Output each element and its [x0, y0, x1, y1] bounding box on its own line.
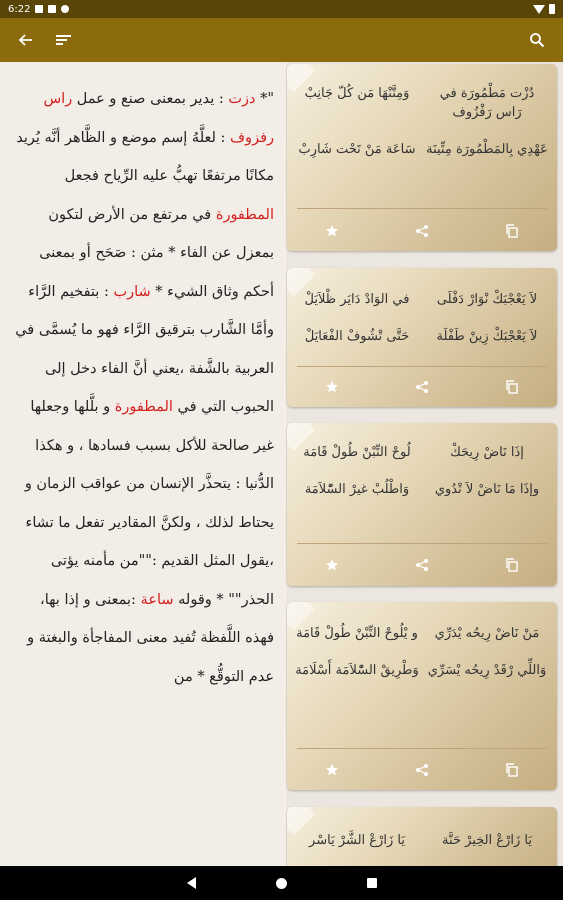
highlight-word: شارب: [113, 283, 151, 300]
verse-line: حَتَّى تْشُوفْ الفْعَايَلْ: [304, 329, 410, 344]
card-verses: [287, 268, 557, 346]
share-button[interactable]: [406, 371, 438, 403]
nav-home-button[interactable]: [276, 878, 287, 889]
share-icon: [415, 763, 429, 777]
explanation-text-part: "*: [255, 91, 274, 107]
card-actions: [287, 367, 557, 407]
share-button[interactable]: [406, 549, 438, 581]
card-actions: [287, 750, 557, 790]
card-actions: [287, 545, 557, 585]
verse-line: وَطْرِيقْ السّْلاَمَة أَسْلَامَة: [295, 663, 419, 678]
card-divider: [297, 543, 547, 544]
arrow-left-icon: [18, 32, 34, 48]
card-verses: [287, 423, 557, 499]
copy-button[interactable]: [496, 754, 528, 786]
wifi-icon: [533, 5, 545, 14]
favorite-button[interactable]: [316, 215, 348, 247]
explanation-text-part: : لعلَّهُ إسم موضع و الظَّاهر أنَّه يُريد مكانًا مرتفعًا تهبُّ عليه الرِّياح فجعل: [16, 129, 274, 184]
verse-line: لاَ يَعْجْبَكْ نْوَارْ دَفْلَى: [436, 292, 538, 307]
card-verses: [287, 602, 557, 680]
status-bar: [0, 0, 563, 18]
share-button[interactable]: [406, 215, 438, 247]
copy-button[interactable]: [496, 215, 528, 247]
star-icon: [325, 763, 339, 777]
poem-card[interactable]: [287, 602, 557, 790]
star-icon: [325, 558, 339, 572]
share-icon: [415, 380, 429, 394]
copy-icon: [505, 763, 519, 777]
verse-line: في الوَادْ دَايَر ظْلاَيَلْ: [304, 292, 410, 307]
copy-icon: [505, 558, 519, 572]
verse-line: وَاطْلُبْ غيرْ السّْلاَمَة: [304, 482, 410, 497]
explanation-panel[interactable]: [0, 62, 284, 866]
verse-line: يَا زَارْعْ الشَّرْ يَاسْر: [309, 833, 405, 848]
card-divider: [297, 208, 547, 209]
verse-line: و يْلُوحْ التِّبْنْ طُولْ قَامَة: [296, 626, 418, 641]
sort-button[interactable]: [50, 26, 78, 54]
favorite-button[interactable]: [316, 371, 348, 403]
poem-card[interactable]: [287, 268, 557, 407]
verse-line: دُزْت مَطْمُورَة في رَاس رَفْزُوف: [439, 86, 535, 120]
verse-line: لاَ يَعْجْبَكْ زِينْ طَفْلَة: [436, 329, 538, 344]
verse-line: لُوحْ التِّبْنْ طُولْ قَامَة: [303, 445, 411, 460]
sort-lines-icon: [55, 33, 73, 47]
nav-recents-button[interactable]: [367, 878, 377, 888]
back-button[interactable]: [12, 26, 40, 54]
verse-line: مَنْ نَاضْ رِيحُه يْدَرِّي: [434, 626, 540, 641]
notification-icon: [35, 5, 43, 13]
highlight-word: المطفورة: [114, 399, 173, 415]
sd-card-icon: [48, 5, 56, 13]
explanation-text-part: و بلَّلها وجعلها غير صالحة للأكل بسبب فسادها ، و هكذا الدُّنيا : يتحذَّر الإنسان من عواقب الزمان و يحتاط لذلك ، ولكنَّ المقادير تفعل ما تشاء ،يقول المثل القديم :""من مأمنه يؤتى الحذر"" * وقوله: [24, 399, 274, 608]
poem-card[interactable]: [287, 807, 557, 866]
search-icon: [529, 32, 545, 48]
card-divider: [297, 748, 547, 749]
app-bar: [0, 18, 563, 62]
favorite-button[interactable]: [316, 549, 348, 581]
nav-back-button[interactable]: [187, 877, 196, 889]
explanation-text-part: في مرتفع من الأرض لتكون بمعزل عن الفاء * مثن : صَحَح أو بمعنى أحكم وثاق الشيء *: [39, 206, 274, 300]
star-icon: [325, 224, 339, 238]
settings-icon: [61, 5, 69, 13]
copy-icon: [505, 224, 519, 238]
share-icon: [415, 558, 429, 572]
share-icon: [415, 224, 429, 238]
verse-line: وَاللِّي رْقَدْ رِيحُه يْسَرِّي: [427, 663, 547, 678]
copy-button[interactable]: [496, 371, 528, 403]
poem-card[interactable]: [287, 423, 557, 586]
card-verses: [287, 64, 557, 159]
copy-icon: [505, 380, 519, 394]
highlight-word: دزت: [228, 91, 256, 107]
card-verses: [287, 807, 557, 850]
explanation-text: [0, 62, 284, 696]
system-nav-bar: [0, 866, 563, 900]
verse-line: عَهْدِي بِالمَطْمُورَة مِتِّينَة: [426, 142, 548, 157]
share-button[interactable]: [406, 754, 438, 786]
card-actions: [287, 211, 557, 251]
favorite-button[interactable]: [316, 754, 348, 786]
status-time: 6:22: [8, 3, 31, 15]
highlight-word: راس رفزوف: [43, 91, 274, 146]
highlight-word: المطفورة: [215, 206, 274, 223]
explanation-text-part: : بتفخيم الرَّاء وأمَّا الشَّارب بترقيق الرَّاء فهو ما يُسمَّى في العربية بالشَّفة ،يعني أنَّ الفاء دخل إلى الحبوب التي في: [15, 283, 274, 415]
verse-line: سَاعَة مَنْ تَحْت شَارِبْ: [298, 142, 416, 157]
verse-line: إذَا نَاضْ رِيحَكْ: [450, 445, 524, 460]
verse-line: وَمِتَّنْهَا مَن كُلّ جَانِبْ: [304, 86, 410, 101]
poem-card[interactable]: [287, 64, 557, 251]
explanation-text-part: : يدير بمعنى صنع و عمل: [72, 91, 229, 107]
main-content: [0, 62, 563, 866]
battery-icon: [549, 4, 555, 14]
verse-line: وإذَا مَا نَاضْ لاَ تْدُوي: [434, 482, 540, 497]
copy-button[interactable]: [496, 549, 528, 581]
explanation-text-part: :بمعنى و إذا بها، فهذه اللَّفظة تُفيد معنى المفاجأة والبغتة و عدم التوقُّع * من: [27, 591, 274, 685]
search-button[interactable]: [523, 26, 551, 54]
highlight-word: ساعة: [140, 591, 174, 608]
star-icon: [325, 380, 339, 394]
poem-list[interactable]: [286, 62, 563, 866]
verse-line: يَا زَارْعْ الخِيرْ حَنَّة: [442, 833, 532, 848]
